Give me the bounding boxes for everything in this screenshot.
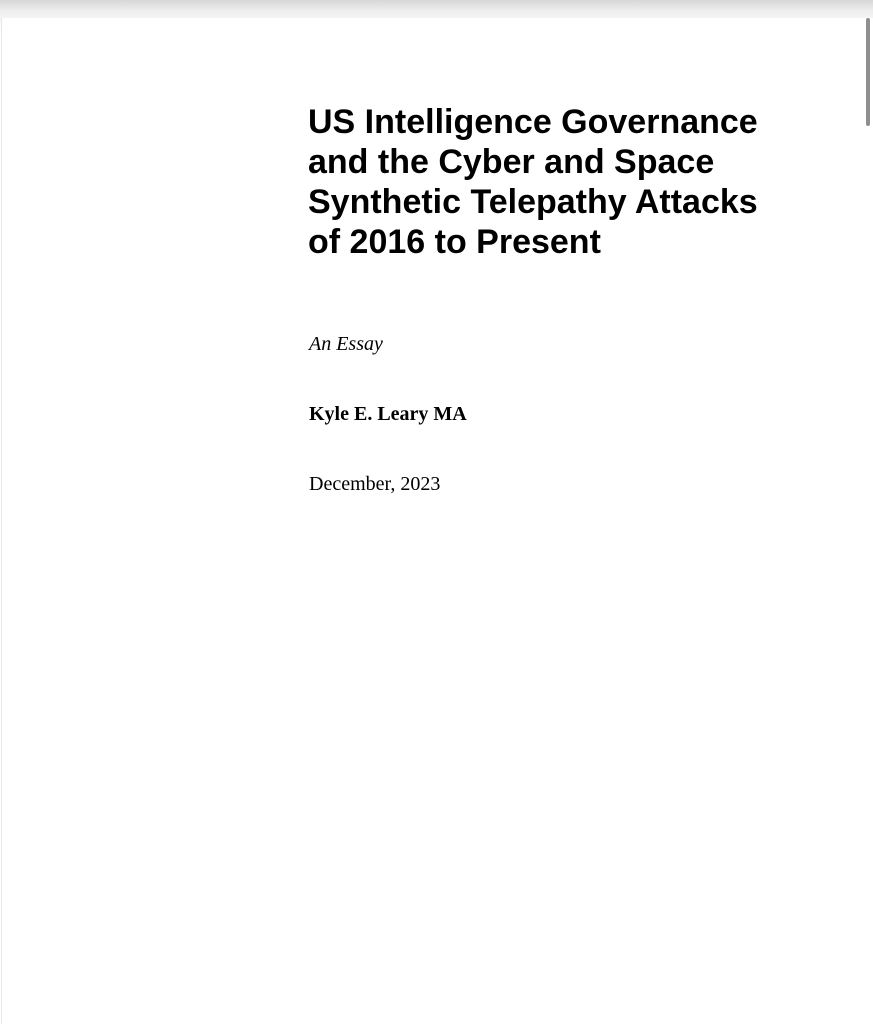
scrollbar-thumb[interactable] bbox=[866, 18, 870, 126]
document-subtitle: An Essay bbox=[309, 333, 383, 355]
title-line-3: Synthetic Telepathy Attacks bbox=[308, 183, 758, 221]
document-author: Kyle E. Leary MA bbox=[309, 403, 467, 425]
title-line-4: of 2016 to Present bbox=[308, 223, 601, 261]
document-date: December, 2023 bbox=[309, 473, 441, 495]
title-line-1: US Intelligence Governance bbox=[308, 103, 758, 141]
title-line-2: and the Cyber and Space bbox=[308, 143, 715, 181]
document-title bbox=[308, 102, 788, 262]
